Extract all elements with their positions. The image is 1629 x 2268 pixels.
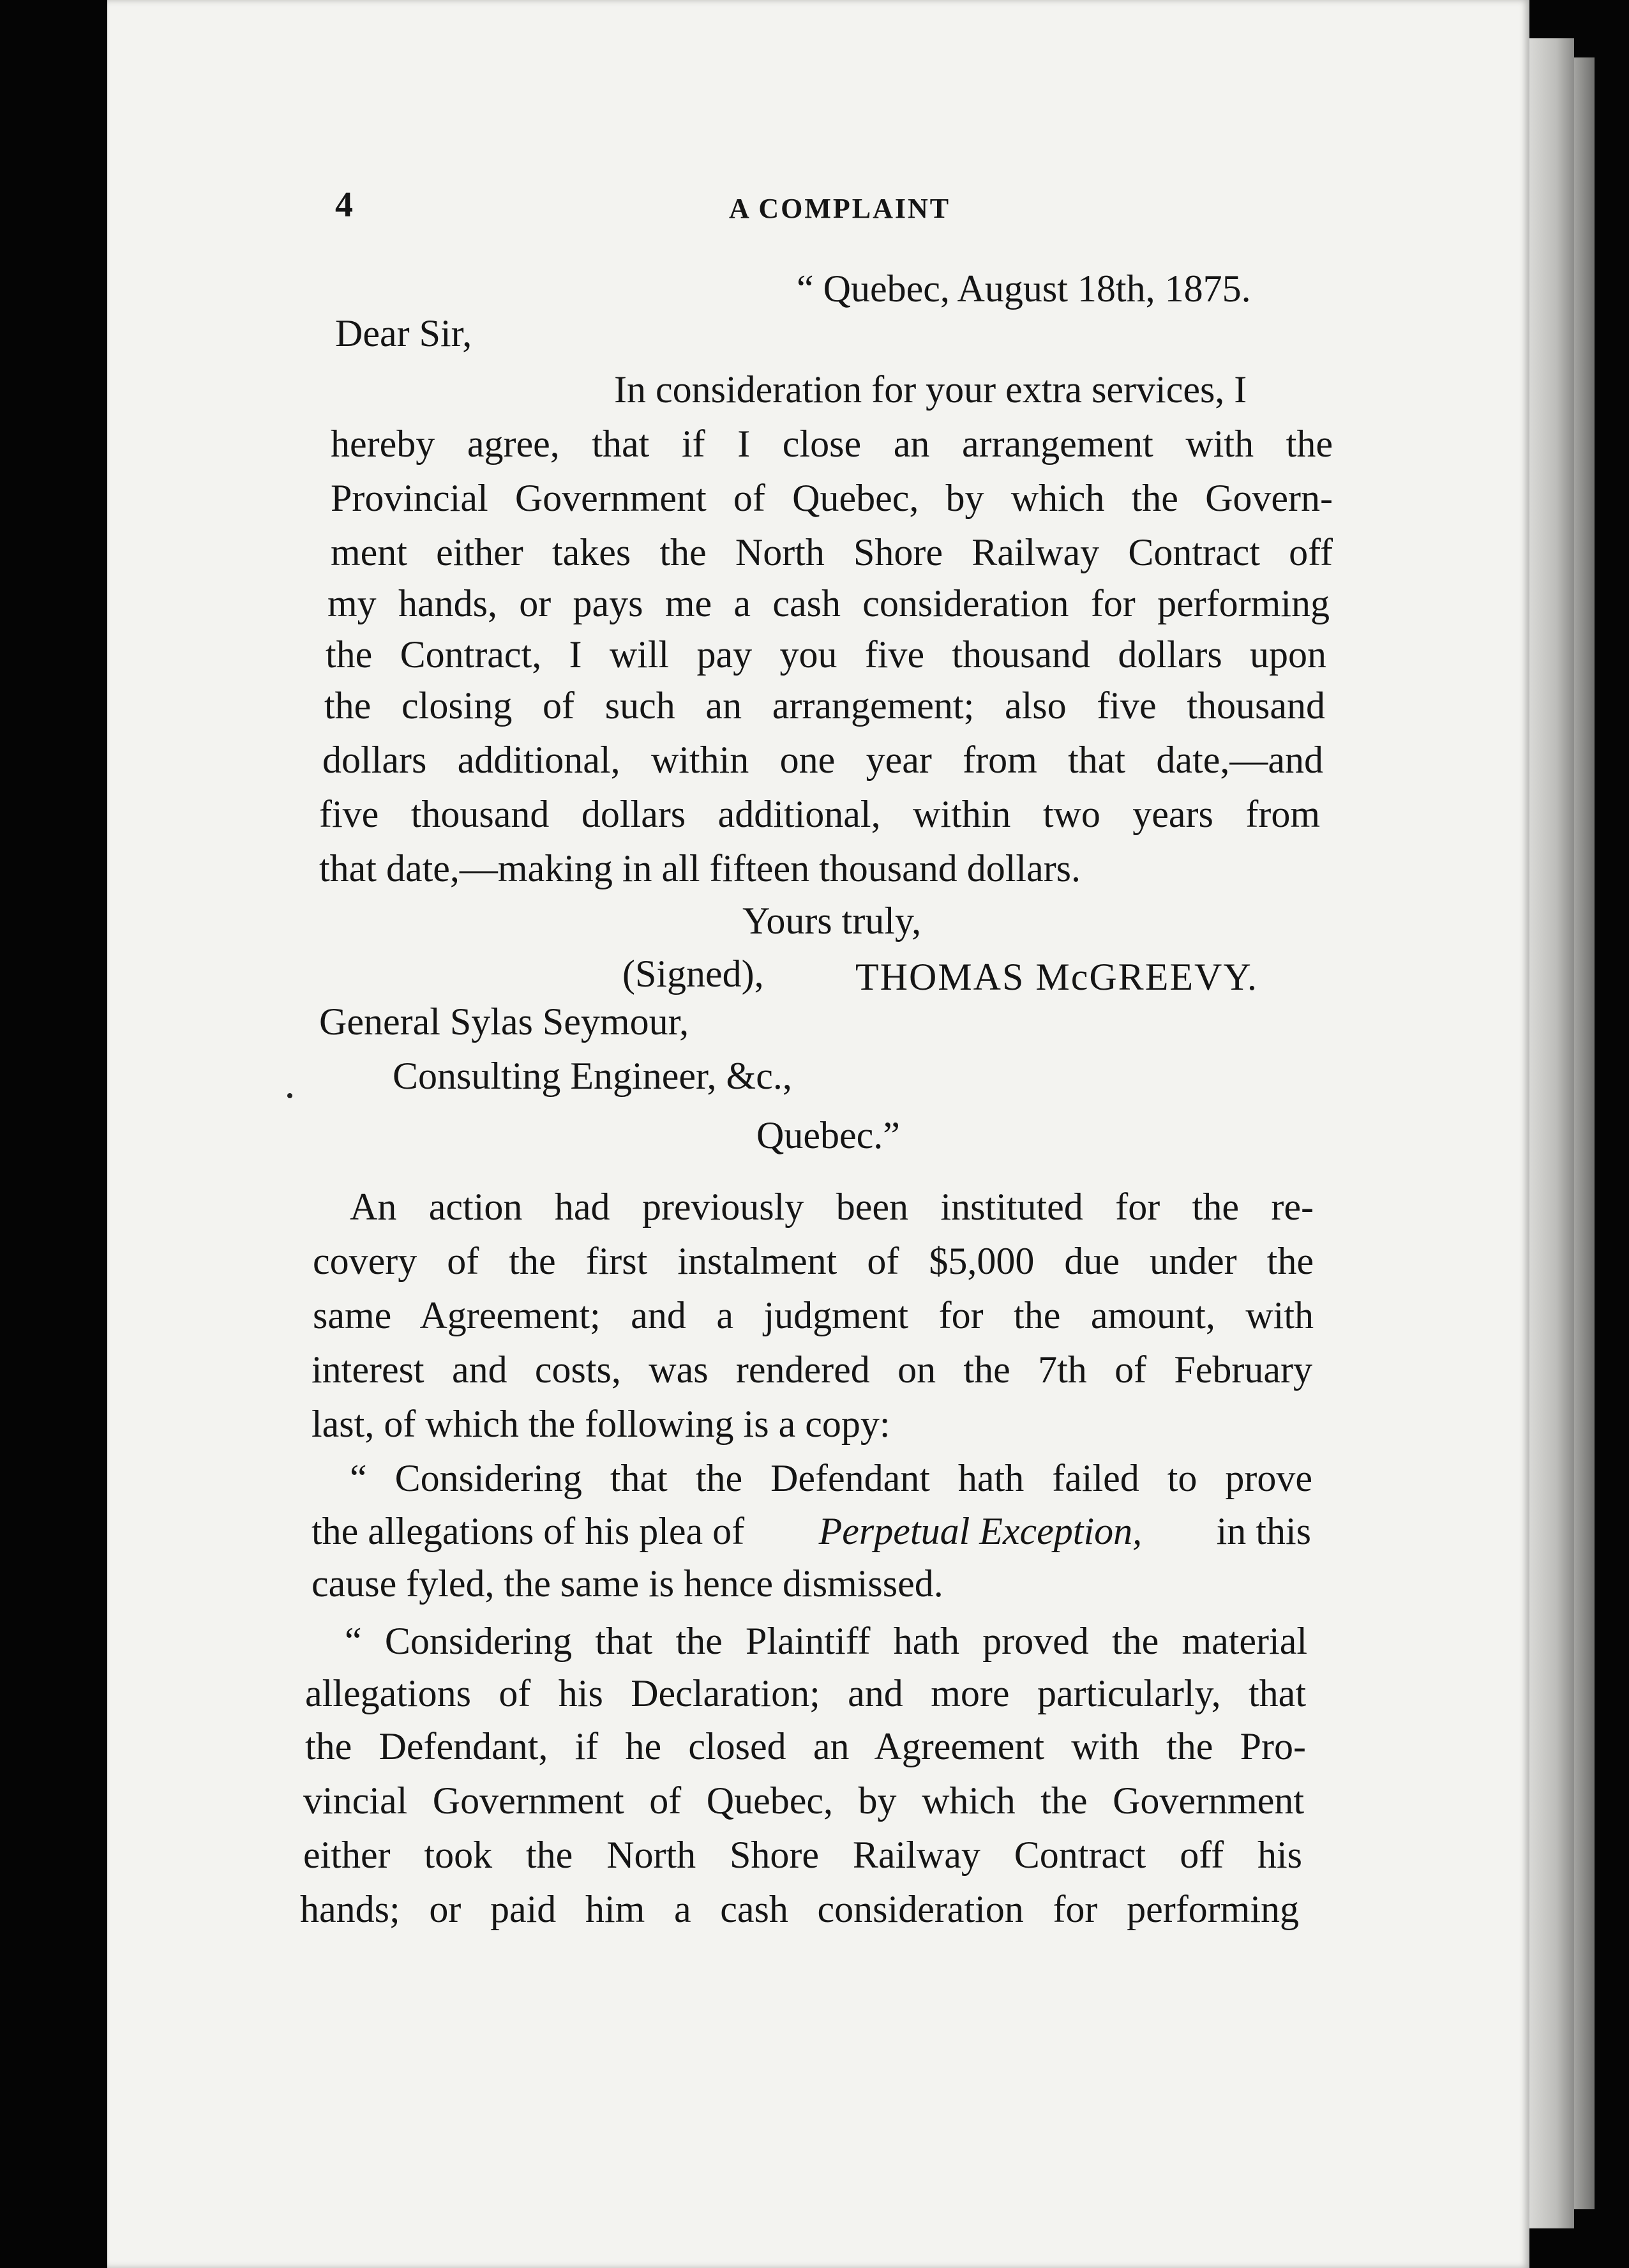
paragraph-2-line-2	[312, 1512, 1311, 1550]
plea-term: Perpetual Exception,	[818, 1510, 1143, 1552]
page-number: 4	[335, 185, 353, 225]
letter-closing: Yours truly,	[742, 900, 922, 942]
letter-body-line-10: that date,—making in all fifteen thousand dollars.	[319, 847, 1081, 889]
paragraph-2-line-3: cause fyled, the same is hence dismissed.	[312, 1562, 943, 1605]
ink-speck	[287, 1093, 292, 1098]
page-edge-shadow	[1574, 57, 1595, 2209]
paragraph-2-line-2-post: in this	[1216, 1510, 1311, 1552]
running-head: A COMPLAINT	[729, 193, 951, 224]
paragraph-3-line-3: the Defendant, if he closed an Agreement with the Pro-	[305, 1725, 1306, 1767]
addressee-name: General Sylas Seymour,	[319, 1001, 689, 1043]
paragraph-1-line-3: same Agreement; and a judgment for the amount, with	[313, 1294, 1314, 1336]
signature: THOMAS McGREEVY.	[855, 956, 1258, 998]
letter-body-line-4: ment either takes the North Shore Railway Contract off	[331, 531, 1333, 573]
addressee-title: Consulting Engineer, &c.,	[393, 1055, 792, 1097]
paragraph-3-line-1: “ Considering that the Plaintiff hath proved the material	[345, 1620, 1307, 1662]
letter-body-line-5: my hands, or pays me a cash consideration for performing	[327, 582, 1330, 624]
paragraph-1-line-5: last, of which the following is a copy:	[312, 1403, 890, 1445]
letter-body-line-6: the Contract, I will pay you five thousand dollars upon	[326, 633, 1326, 676]
salutation-text: Dear Sir,	[335, 312, 472, 354]
letter-dateline: “ Quebec, August 18th, 1875.	[797, 268, 1251, 310]
paragraph-2-line-2-pre: the allegations of his plea of	[312, 1510, 745, 1552]
letter-body-line-1: In consideration for your extra services, I	[614, 368, 1247, 411]
paragraph-1-line-1: An action had previously been instituted for the re-	[350, 1186, 1314, 1228]
letter-body-line-3: Provincial Government of Quebec, by which the Govern-	[331, 477, 1333, 519]
signed-label: (Signed),	[622, 953, 764, 995]
letter-body-line-2: hereby agree, that if I close an arrangement with the	[331, 423, 1333, 465]
letter-salutation	[335, 314, 472, 352]
letter-body-line-8: dollars additional, within one year from that date,—and	[322, 739, 1323, 781]
paragraph-3-line-6: hands; or paid him a cash consideration for performing	[300, 1888, 1299, 1930]
addressee-city: Quebec.”	[756, 1114, 900, 1156]
paragraph-3-line-4: vincial Government of Quebec, by which the Government	[303, 1780, 1304, 1822]
letter-body-line-9: five thousand dollars additional, within two years from	[319, 793, 1320, 835]
letter-body-line-7: the closing of such an arrangement; also five thousand	[324, 684, 1325, 727]
paragraph-1-line-4: interest and costs, was rendered on the 7th of February	[312, 1349, 1312, 1391]
paragraph-3-line-5: either took the North Shore Railway Contract off his	[303, 1834, 1302, 1876]
paragraph-3-line-2: allegations of his Declaration; and more particularly, that	[305, 1672, 1306, 1714]
page-edge	[1529, 38, 1574, 2228]
paragraph-1-line-2: covery of the first instalment of $5,000 due under the	[313, 1240, 1314, 1282]
paragraph-2-line-1: “ Considering that the Defendant hath failed to prove	[350, 1457, 1312, 1499]
